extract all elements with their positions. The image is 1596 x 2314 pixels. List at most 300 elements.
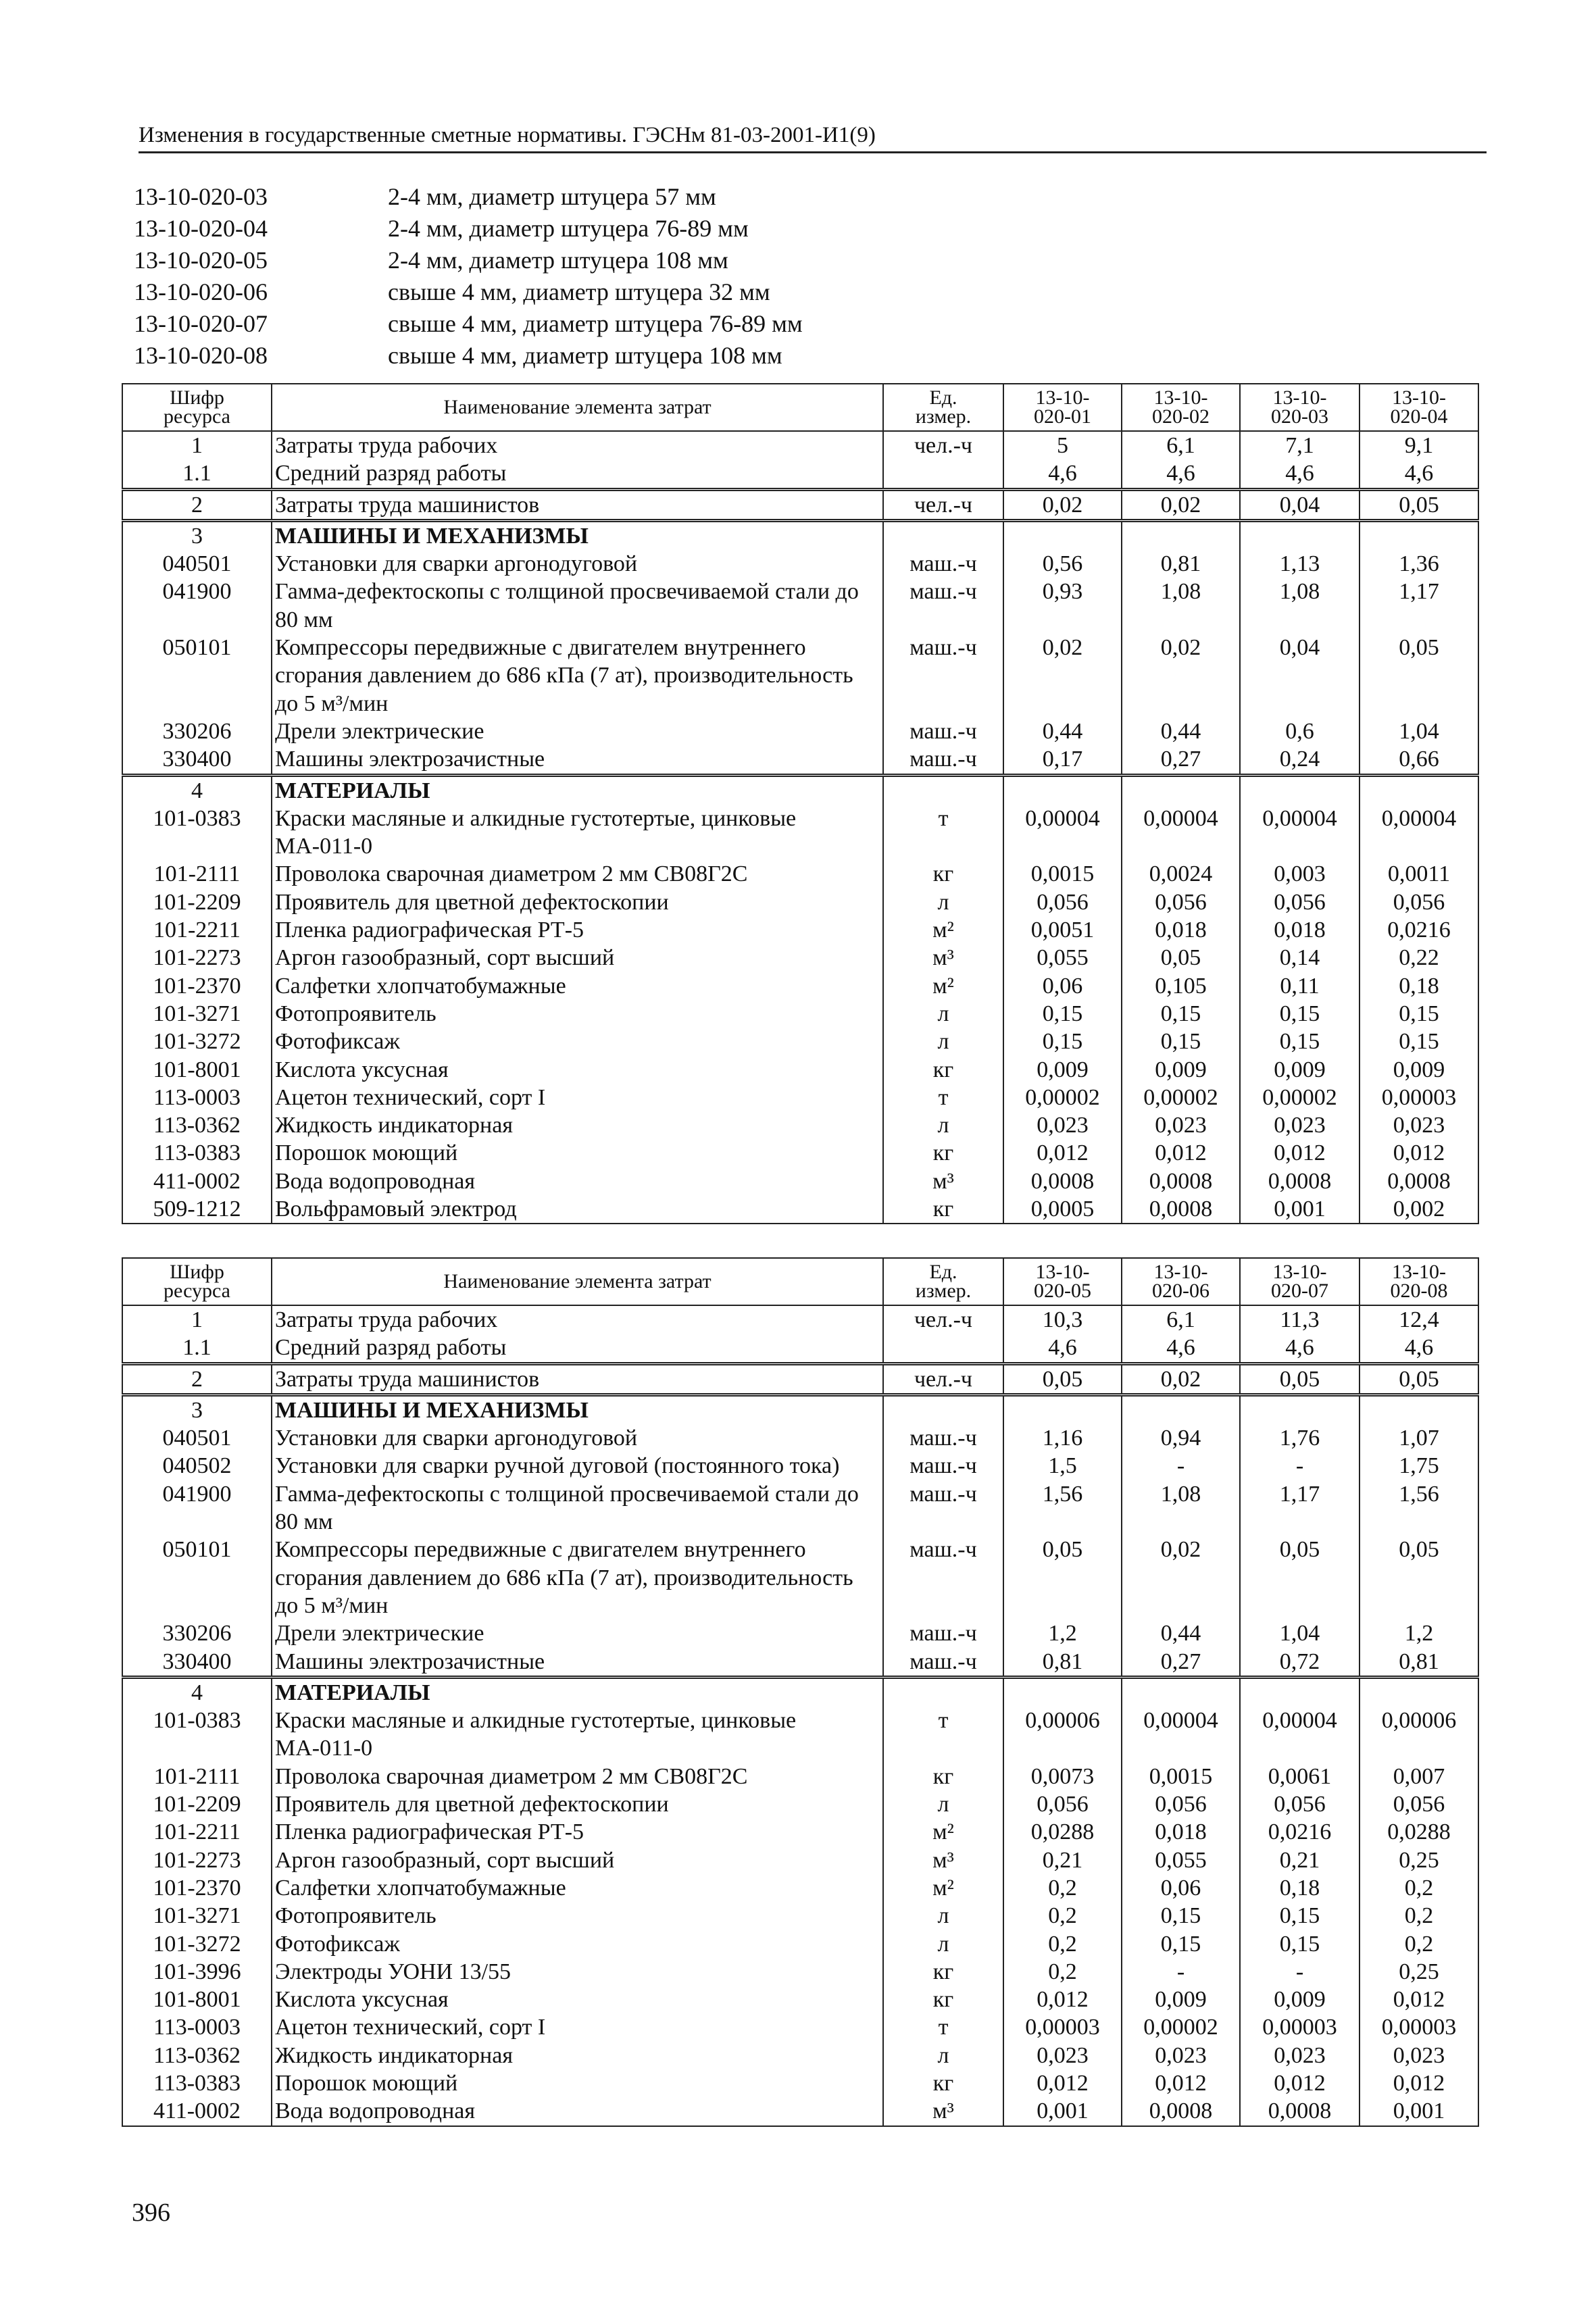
resource-code: 101-2209 xyxy=(122,1790,272,1818)
cost-element-name: МАТЕРИАЛЫ xyxy=(272,1677,883,1707)
norm-value: 4,6 xyxy=(1003,1334,1122,1363)
unit-of-measure: т xyxy=(883,1707,1003,1763)
norm-value: 0,009 xyxy=(1240,1056,1360,1084)
unit-of-measure: маш.-ч xyxy=(883,718,1003,745)
norm-value: 0,023 xyxy=(1003,1111,1122,1139)
cost-element-name: Средний разряд работы xyxy=(272,459,883,489)
norm-value: 0,05 xyxy=(1360,1363,1478,1394)
norm-value: 0,05 xyxy=(1003,1536,1122,1619)
resource-code: 113-0383 xyxy=(122,2069,272,2097)
norm-value: 0,018 xyxy=(1122,1818,1240,1846)
norm-value: 0,023 xyxy=(1122,1111,1240,1139)
table-row xyxy=(122,431,1478,459)
unit-of-measure: маш.-ч xyxy=(883,1619,1003,1647)
cost-element-name: Ацетон технический, сорт I xyxy=(272,1084,883,1111)
norm-value: - xyxy=(1240,1452,1360,1480)
norm-code-row xyxy=(134,213,1080,245)
norm-value: 0,055 xyxy=(1122,1846,1240,1874)
cost-element-name: Затраты труда рабочих xyxy=(272,1305,883,1334)
norm-value: 0,72 xyxy=(1240,1648,1360,1678)
resource-code: 113-0362 xyxy=(122,2042,272,2069)
norm-value: 0,27 xyxy=(1122,745,1240,775)
norm-value: 0,009 xyxy=(1122,1986,1240,2013)
norm-value: 0,24 xyxy=(1240,745,1360,775)
unit-of-measure: маш.-ч xyxy=(883,550,1003,578)
resource-code: 113-0003 xyxy=(122,1084,272,1111)
resource-code: 2 xyxy=(122,1363,272,1394)
norm-value: 1,04 xyxy=(1360,718,1478,745)
norm-value: 0,007 xyxy=(1360,1763,1478,1790)
norm-value: 0,012 xyxy=(1360,1139,1478,1167)
norm-value: 0,012 xyxy=(1122,2069,1240,2097)
table-row xyxy=(122,1167,1478,1195)
norm-value: 0,012 xyxy=(1240,1139,1360,1167)
col-header-norm: 13-10- 020-05 xyxy=(1003,1258,1122,1305)
norm-value: 0,0073 xyxy=(1003,1763,1122,1790)
table-row xyxy=(122,1000,1478,1028)
unit-of-measure: кг xyxy=(883,2069,1003,2097)
norm-value: 0,00003 xyxy=(1360,1084,1478,1111)
unit-of-measure: л xyxy=(883,1790,1003,1818)
norm-value: 0,003 xyxy=(1240,860,1360,888)
norm-value: 0,018 xyxy=(1240,916,1360,944)
cost-element-name: Вода водопроводная xyxy=(272,2097,883,2126)
norm-value: 0,05 xyxy=(1122,944,1240,972)
unit-of-measure: л xyxy=(883,2042,1003,2069)
unit-of-measure: м² xyxy=(883,1818,1003,1846)
table-row xyxy=(122,2097,1478,2126)
table-row xyxy=(122,775,1478,805)
norm-value: 0,023 xyxy=(1003,2042,1122,2069)
unit-of-measure xyxy=(883,775,1003,805)
norm-value: 0,0216 xyxy=(1360,916,1478,944)
unit-of-measure: м² xyxy=(883,972,1003,1000)
norm-value: 0,001 xyxy=(1003,2097,1122,2126)
resource-code: 113-0383 xyxy=(122,1139,272,1167)
col-header-norm: 13-10- 020-02 xyxy=(1122,384,1240,431)
norm-value: 0,2 xyxy=(1360,1902,1478,1930)
page-number: 396 xyxy=(132,2198,170,2227)
norm-value: 0,22 xyxy=(1360,944,1478,972)
unit-of-measure: т xyxy=(883,1084,1003,1111)
norm-value: 0,023 xyxy=(1240,1111,1360,1139)
unit-of-measure xyxy=(883,520,1003,550)
table-header-row xyxy=(122,384,1478,431)
table-row xyxy=(122,860,1478,888)
table-row xyxy=(122,1902,1478,1930)
resource-code: 1.1 xyxy=(122,459,272,489)
unit-of-measure: м³ xyxy=(883,1846,1003,1874)
norm-value: 4,6 xyxy=(1360,459,1478,489)
norm-value xyxy=(1360,520,1478,550)
col-header-code: Шифр ресурса xyxy=(122,384,272,431)
cost-element-name: Порошок моющий xyxy=(272,2069,883,2097)
table-header-row xyxy=(122,1258,1478,1305)
norm-value: 0,44 xyxy=(1122,1619,1240,1647)
norm-value: 0,009 xyxy=(1360,1056,1478,1084)
col-header-unit: Ед. измер. xyxy=(883,384,1003,431)
norm-value xyxy=(1360,1394,1478,1424)
norm-value: 4,6 xyxy=(1240,459,1360,489)
unit-of-measure: т xyxy=(883,805,1003,861)
norm-value: 1,75 xyxy=(1360,1452,1478,1480)
unit-of-measure: маш.-ч xyxy=(883,634,1003,718)
cost-element-name: Установки для сварки аргонодуговой xyxy=(272,550,883,578)
norm-value: 0,00003 xyxy=(1003,2013,1122,2041)
resource-code: 4 xyxy=(122,775,272,805)
norm-value: 0,81 xyxy=(1122,550,1240,578)
norm-value: 4,6 xyxy=(1240,1334,1360,1363)
norm-value: 1,07 xyxy=(1360,1424,1478,1452)
norm-value xyxy=(1122,1677,1240,1707)
unit-of-measure: м² xyxy=(883,916,1003,944)
resource-code: 3 xyxy=(122,1394,272,1424)
norm-value: 1,2 xyxy=(1003,1619,1122,1647)
cost-element-name: Ацетон технический, сорт I xyxy=(272,2013,883,2041)
norm-value: 0,0024 xyxy=(1122,860,1240,888)
norm-value: 0,21 xyxy=(1003,1846,1122,1874)
table-row xyxy=(122,805,1478,861)
col-header-name: Наименование элемента затрат xyxy=(272,1258,883,1305)
norm-value: 0,012 xyxy=(1003,1986,1122,2013)
norm-value: 6,1 xyxy=(1122,1305,1240,1334)
cost-element-name: Электроды УОНИ 13/55 xyxy=(272,1958,883,1986)
norm-value: 7,1 xyxy=(1240,431,1360,459)
table-row xyxy=(122,718,1478,745)
norm-value: 0,0288 xyxy=(1360,1818,1478,1846)
norm-description: свыше 4 мм, диаметр штуцера 108 мм xyxy=(388,342,782,369)
norm-value: 0,05 xyxy=(1240,1536,1360,1619)
norm-description: 2-4 мм, диаметр штуцера 108 мм xyxy=(388,247,728,274)
norm-value: 0,056 xyxy=(1360,888,1478,916)
norm-value: 0,023 xyxy=(1360,1111,1478,1139)
cost-element-name: Кислота уксусная xyxy=(272,1986,883,2013)
norm-value: 0,0008 xyxy=(1240,2097,1360,2126)
resource-code: 041900 xyxy=(122,578,272,634)
norm-value: 0,018 xyxy=(1122,916,1240,944)
table-row xyxy=(122,1195,1478,1224)
norm-value: 0,17 xyxy=(1003,745,1122,775)
norm-value: 0,00004 xyxy=(1360,805,1478,861)
norm-value xyxy=(1240,1677,1360,1707)
unit-of-measure: м² xyxy=(883,1874,1003,1902)
cost-element-name: Краски масляные и алкидные густотертые, цинковые МА-011-0 xyxy=(272,1707,883,1763)
norm-value: 0,00004 xyxy=(1240,805,1360,861)
norm-value xyxy=(1122,1394,1240,1424)
norm-value: 0,023 xyxy=(1240,2042,1360,2069)
norm-value: 0,0008 xyxy=(1240,1167,1360,1195)
table-row xyxy=(122,1619,1478,1647)
norm-value: 0,25 xyxy=(1360,1958,1478,1986)
norm-value: 0,18 xyxy=(1240,1874,1360,1902)
norm-value: 0,2 xyxy=(1360,1874,1478,1902)
norm-value xyxy=(1240,775,1360,805)
cost-element-name: Компрессоры передвижные с двигателем внутреннего сгорания давлением до 686 кПа (7 ат), производительность до 5 м³/мин xyxy=(272,1536,883,1619)
norm-value: 1,08 xyxy=(1122,1480,1240,1536)
cost-element-name: Затраты труда машинистов xyxy=(272,1363,883,1394)
norm-value: 0,056 xyxy=(1360,1790,1478,1818)
resource-code: 041900 xyxy=(122,1480,272,1536)
norm-value: 0,0288 xyxy=(1003,1818,1122,1846)
unit-of-measure: чел.-ч xyxy=(883,1305,1003,1334)
unit-of-measure xyxy=(883,459,1003,489)
norm-value: 0,056 xyxy=(1240,1790,1360,1818)
norm-value: 0,04 xyxy=(1240,634,1360,718)
resource-code: 3 xyxy=(122,520,272,550)
cost-element-name: Затраты труда машинистов xyxy=(272,489,883,520)
unit-of-measure: л xyxy=(883,1902,1003,1930)
unit-of-measure: маш.-ч xyxy=(883,1536,1003,1619)
resource-code: 1 xyxy=(122,431,272,459)
cost-element-name: Аргон газообразный, сорт высший xyxy=(272,944,883,972)
norm-value: 9,1 xyxy=(1360,431,1478,459)
cost-element-name: Аргон газообразный, сорт высший xyxy=(272,1846,883,1874)
cost-element-name: Гамма-дефектоскопы с толщиной просвечиваемой стали до 80 мм xyxy=(272,1480,883,1536)
norm-description: свыше 4 мм, диаметр штуцера 32 мм xyxy=(388,278,770,305)
norm-value: 10,3 xyxy=(1003,1305,1122,1334)
unit-of-measure: маш.-ч xyxy=(883,745,1003,775)
norm-value xyxy=(1240,520,1360,550)
cost-element-name: Машины электрозачистные xyxy=(272,745,883,775)
cost-element-name: Проявитель для цветной дефектоскопии xyxy=(272,1790,883,1818)
norm-value: 1,36 xyxy=(1360,550,1478,578)
norm-value: 0,023 xyxy=(1360,2042,1478,2069)
unit-of-measure: кг xyxy=(883,1195,1003,1224)
unit-of-measure: кг xyxy=(883,1056,1003,1084)
norm-value: 0,00004 xyxy=(1122,805,1240,861)
norm-value: 1,17 xyxy=(1240,1480,1360,1536)
norm-value xyxy=(1003,775,1122,805)
norm-value: 0,009 xyxy=(1240,1986,1360,2013)
norm-value: 0,001 xyxy=(1360,2097,1478,2126)
cost-element-name: Фотофиксаж xyxy=(272,1028,883,1055)
table-row xyxy=(122,1056,1478,1084)
unit-of-measure: т xyxy=(883,2013,1003,2041)
norm-value: 0,2 xyxy=(1360,1930,1478,1958)
norm-value: 0,0008 xyxy=(1360,1167,1478,1195)
norm-value: 0,00003 xyxy=(1360,2013,1478,2041)
cost-element-name: МАТЕРИАЛЫ xyxy=(272,775,883,805)
norm-value: 0,05 xyxy=(1003,1363,1122,1394)
unit-of-measure: чел.-ч xyxy=(883,431,1003,459)
table-row xyxy=(122,1028,1478,1055)
unit-of-measure: маш.-ч xyxy=(883,1480,1003,1536)
norm-value: 0,11 xyxy=(1240,972,1360,1000)
cost-element-name: Машины электрозачистные xyxy=(272,1648,883,1678)
norm-value: 5 xyxy=(1003,431,1122,459)
cost-element-name: Дрели электрические xyxy=(272,718,883,745)
norm-value: 0,44 xyxy=(1003,718,1122,745)
resource-code: 113-0003 xyxy=(122,2013,272,2041)
resource-code: 330400 xyxy=(122,745,272,775)
norm-value: 0,81 xyxy=(1003,1648,1122,1678)
norm-value: 0,21 xyxy=(1240,1846,1360,1874)
norm-code: 13-10-020-04 xyxy=(134,215,268,242)
resource-code: 330206 xyxy=(122,1619,272,1647)
norm-description: 2-4 мм, диаметр штуцера 76-89 мм xyxy=(388,215,749,242)
resource-code: 330206 xyxy=(122,718,272,745)
norm-code-list xyxy=(134,181,1080,372)
norm-value: 0,105 xyxy=(1122,972,1240,1000)
norm-value: 0,56 xyxy=(1003,550,1122,578)
norm-value: 0,00002 xyxy=(1122,2013,1240,2041)
norm-value: 1,76 xyxy=(1240,1424,1360,1452)
norm-value: 1,08 xyxy=(1240,578,1360,634)
norm-value: 0,012 xyxy=(1122,1139,1240,1167)
unit-of-measure: кг xyxy=(883,1763,1003,1790)
norm-value: 1,16 xyxy=(1003,1424,1122,1452)
norm-value: 0,0008 xyxy=(1003,1167,1122,1195)
norm-value: 0,94 xyxy=(1122,1424,1240,1452)
norm-value: 0,15 xyxy=(1360,1028,1478,1055)
norm-value: 0,15 xyxy=(1240,1902,1360,1930)
table-row xyxy=(122,1111,1478,1139)
norm-description: свыше 4 мм, диаметр штуцера 76-89 мм xyxy=(388,310,803,337)
unit-of-measure xyxy=(883,1677,1003,1707)
norm-value: 4,6 xyxy=(1122,1334,1240,1363)
norm-value: 0,0008 xyxy=(1122,2097,1240,2126)
table-row xyxy=(122,745,1478,775)
table-row xyxy=(122,1677,1478,1707)
unit-of-measure xyxy=(883,1394,1003,1424)
norm-value: 0,6 xyxy=(1240,718,1360,745)
norm-value: 0,15 xyxy=(1003,1028,1122,1055)
table-row xyxy=(122,489,1478,520)
resource-code: 101-2273 xyxy=(122,944,272,972)
cost-table-1 xyxy=(122,383,1479,1224)
norm-value: 0,27 xyxy=(1122,1648,1240,1678)
norm-value: 0,00006 xyxy=(1360,1707,1478,1763)
norm-value: 0,0011 xyxy=(1360,860,1478,888)
norm-code-row xyxy=(134,245,1080,276)
cost-element-name: Фотопроявитель xyxy=(272,1902,883,1930)
table-row xyxy=(122,1480,1478,1536)
cost-element-name: Фотофиксаж xyxy=(272,1930,883,1958)
resource-code: 101-2370 xyxy=(122,1874,272,1902)
unit-of-measure: м³ xyxy=(883,1167,1003,1195)
cost-element-name: Жидкость индикаторная xyxy=(272,2042,883,2069)
resource-code: 101-3271 xyxy=(122,1902,272,1930)
table-row xyxy=(122,1763,1478,1790)
table-row xyxy=(122,1818,1478,1846)
norm-value: 0,14 xyxy=(1240,944,1360,972)
norm-value: 0,009 xyxy=(1122,1056,1240,1084)
norm-value xyxy=(1360,1677,1478,1707)
table-row xyxy=(122,1452,1478,1480)
resource-code: 2 xyxy=(122,489,272,520)
col-header-unit: Ед. измер. xyxy=(883,1258,1003,1305)
norm-value: 0,15 xyxy=(1240,1000,1360,1028)
norm-description: 2-4 мм, диаметр штуцера 57 мм xyxy=(388,183,716,210)
norm-code: 13-10-020-03 xyxy=(134,183,268,210)
norm-value: 0,06 xyxy=(1003,972,1122,1000)
norm-value: 0,15 xyxy=(1003,1000,1122,1028)
norm-value: 1,56 xyxy=(1003,1480,1122,1536)
unit-of-measure: л xyxy=(883,1930,1003,1958)
cost-element-name: Краски масляные и алкидные густотертые, цинковые МА-011-0 xyxy=(272,805,883,861)
norm-value: 0,012 xyxy=(1240,2069,1360,2097)
norm-code-row xyxy=(134,276,1080,308)
norm-value: 0,15 xyxy=(1122,1902,1240,1930)
norm-value: 0,009 xyxy=(1003,1056,1122,1084)
unit-of-measure: кг xyxy=(883,1986,1003,2013)
norm-value: - xyxy=(1122,1958,1240,1986)
table-row xyxy=(122,1874,1478,1902)
table-row xyxy=(122,1790,1478,1818)
resource-code: 101-2111 xyxy=(122,860,272,888)
norm-value: 0,18 xyxy=(1360,972,1478,1000)
norm-code: 13-10-020-08 xyxy=(134,342,268,369)
cost-element-name: Пленка радиографическая РТ-5 xyxy=(272,916,883,944)
norm-value: 0,00004 xyxy=(1003,805,1122,861)
norm-value: 0,056 xyxy=(1003,1790,1122,1818)
norm-value: 0,00004 xyxy=(1240,1707,1360,1763)
norm-value: 11,3 xyxy=(1240,1305,1360,1334)
table-row xyxy=(122,1394,1478,1424)
norm-value: 0,0005 xyxy=(1003,1195,1122,1224)
unit-of-measure: л xyxy=(883,1028,1003,1055)
norm-value: 0,81 xyxy=(1360,1648,1478,1678)
table-row xyxy=(122,1334,1478,1363)
cost-element-name: Проволока сварочная диаметром 2 мм СВ08Г2С xyxy=(272,1763,883,1790)
resource-code: 101-2211 xyxy=(122,916,272,944)
col-header-name: Наименование элемента затрат xyxy=(272,384,883,431)
norm-value: 4,6 xyxy=(1360,1334,1478,1363)
norm-value: 0,15 xyxy=(1122,1000,1240,1028)
norm-value: 0,0051 xyxy=(1003,916,1122,944)
resource-code: 101-3271 xyxy=(122,1000,272,1028)
col-header-norm: 13-10- 020-01 xyxy=(1003,384,1122,431)
norm-value: 0,00002 xyxy=(1122,1084,1240,1111)
norm-value: 0,44 xyxy=(1122,718,1240,745)
page-header: Изменения в государственные сметные нормативы. ГЭСНм 81-03-2001-И1(9) xyxy=(139,120,1487,153)
col-header-code: Шифр ресурса xyxy=(122,1258,272,1305)
col-header-norm: 13-10- 020-06 xyxy=(1122,1258,1240,1305)
resource-code: 411-0002 xyxy=(122,2097,272,2126)
norm-value: 0,2 xyxy=(1003,1874,1122,1902)
resource-code: 330400 xyxy=(122,1648,272,1678)
norm-value: 0,012 xyxy=(1003,1139,1122,1167)
norm-value xyxy=(1003,1394,1122,1424)
cost-element-name: Затраты труда рабочих xyxy=(272,431,883,459)
norm-value: 1,56 xyxy=(1360,1480,1478,1536)
norm-value: 0,002 xyxy=(1360,1195,1478,1224)
col-header-norm: 13-10- 020-08 xyxy=(1360,1258,1478,1305)
norm-value: 0,0008 xyxy=(1122,1167,1240,1195)
norm-value: 1,2 xyxy=(1360,1619,1478,1647)
norm-value: 0,05 xyxy=(1240,1363,1360,1394)
table-row xyxy=(122,1986,1478,2013)
norm-value: 0,05 xyxy=(1360,634,1478,718)
table-row xyxy=(122,1707,1478,1763)
resource-code: 101-0383 xyxy=(122,805,272,861)
table-row xyxy=(122,916,1478,944)
norm-value: 0,05 xyxy=(1360,1536,1478,1619)
norm-value: 4,6 xyxy=(1003,459,1122,489)
cost-element-name: Проволока сварочная диаметром 2 мм СВ08Г2С xyxy=(272,860,883,888)
cost-element-name: Гамма-дефектоскопы с толщиной просвечиваемой стали до 80 мм xyxy=(272,578,883,634)
norm-value: 1,13 xyxy=(1240,550,1360,578)
norm-value: 0,02 xyxy=(1003,489,1122,520)
norm-value: 0,15 xyxy=(1122,1930,1240,1958)
norm-value: 1,08 xyxy=(1122,578,1240,634)
norm-value: 0,0061 xyxy=(1240,1763,1360,1790)
unit-of-measure: л xyxy=(883,1000,1003,1028)
norm-value xyxy=(1122,775,1240,805)
norm-value: 0,93 xyxy=(1003,578,1122,634)
table-row xyxy=(122,520,1478,550)
cost-element-name: Проявитель для цветной дефектоскопии xyxy=(272,888,883,916)
